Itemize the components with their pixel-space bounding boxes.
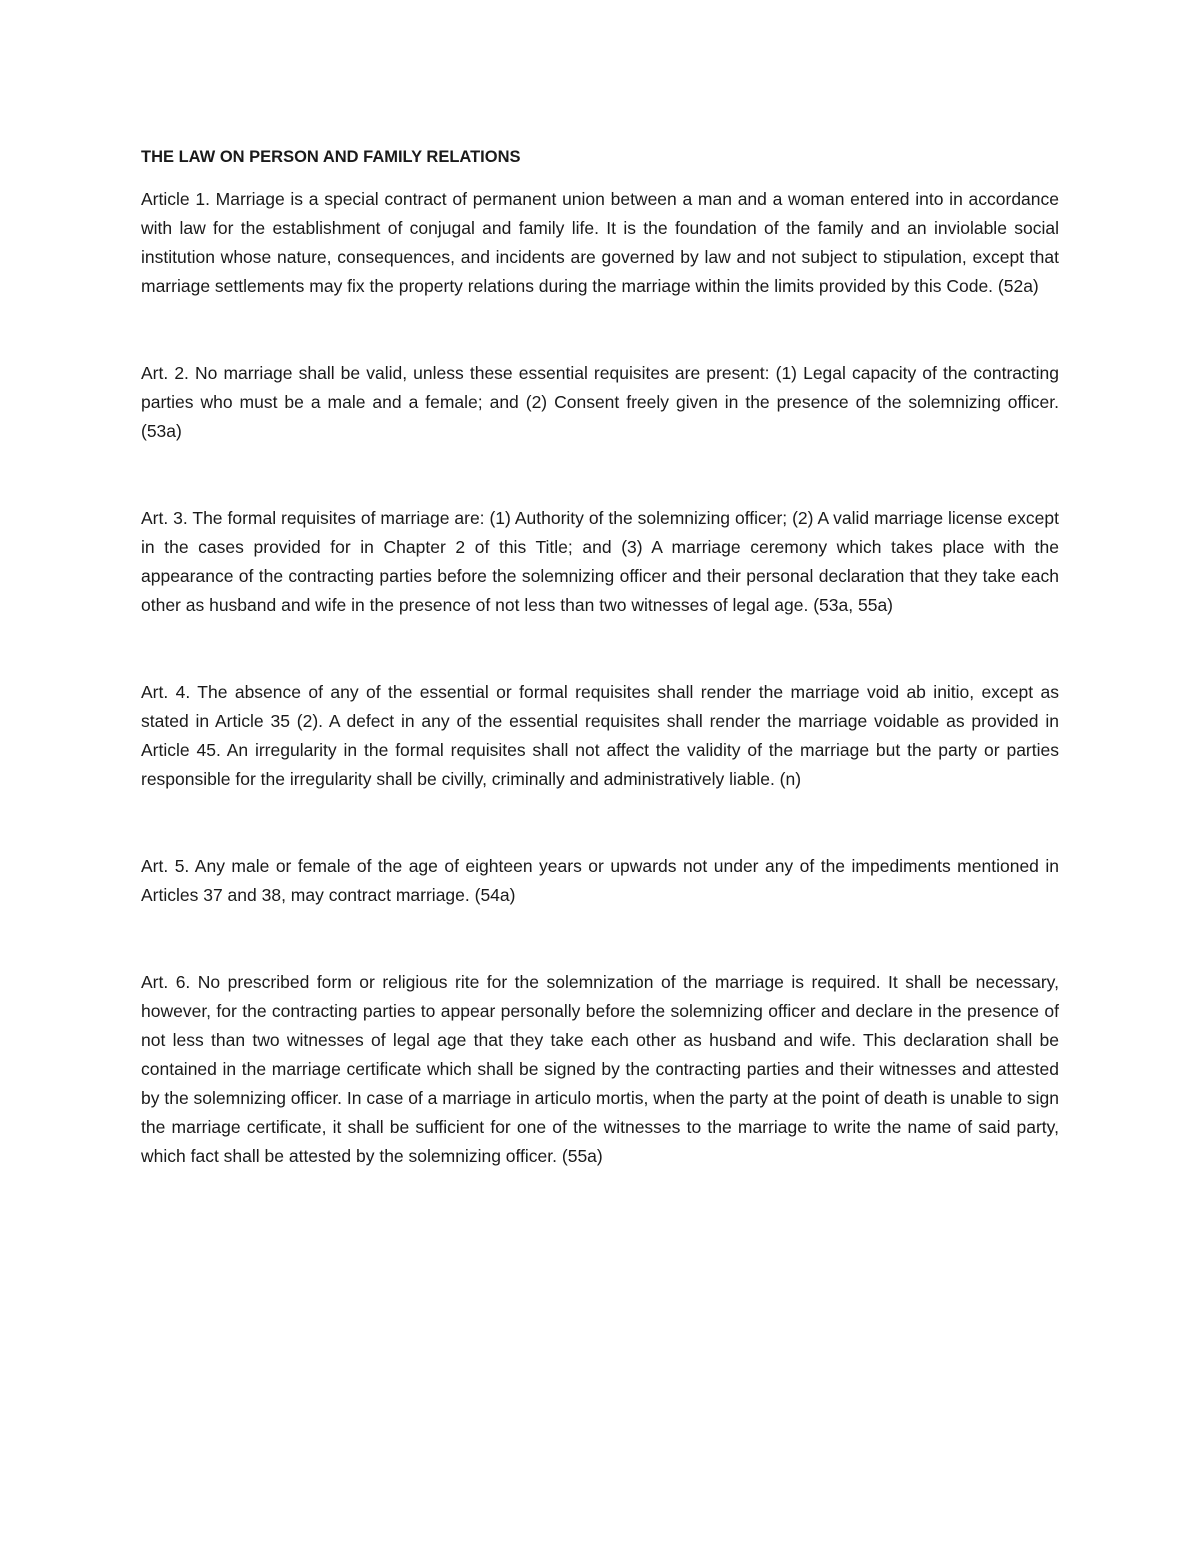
article-1: Article 1. Marriage is a special contract of permanent union between a man and a woman entered into in accordance with law for the establishment of conjugal and family life. It is the foundation of the family and an inviolable social institution whose nature, consequences, and incidents are governed by law and not subject to stipulation, except that marriage settlements may fix the property relations during the marriage within the limits provided by this Code. (52a) xyxy=(141,189,1059,296)
article-2: Art. 2. No marriage shall be valid, unless these essential requisites are present: (1) Legal capacity of the contracting parties who must be a male and a female; and (2) Consent freely given in the presence of the solemnizing officer. (53a) xyxy=(141,363,1059,441)
document-page xyxy=(141,143,1059,1171)
article-3: Art. 3. The formal requisites of marriage are: (1) Authority of the solemnizing officer; (2) A valid marriage license except in the cases provided for in Chapter 2 of this Title; and (3) A marriage ceremony which takes place with the appearance of the contracting parties before the solemnizing officer and their personal declaration that they take each other as husband and wife in the presence of not less than two witnesses of legal age. (53a, 55a) xyxy=(141,508,1059,615)
article-6: Art. 6. No prescribed form or religious rite for the solemnization of the marriage is required. It shall be necessary, however, for the contracting parties to appear personally before the solemnizing officer and declare in the presence of not less than two witnesses of legal age that they take each other as husband and wife. This declaration shall be contained in the marriage certificate which shall be signed by the contracting parties and their witnesses and attested by the solemnizing officer. In case of a marriage in articulo mortis, when the party at the point of death is unable to sign the marriage certificate, it shall be sufficient for one of the witnesses to the marriage to write the name of said party, which fact shall be attested by the solemnizing officer. (55a) xyxy=(141,972,1059,1166)
article-5: Art. 5. Any male or female of the age of eighteen years or upwards not under any of the impediments mentioned in Articles 37 and 38, may contract marriage. (54a) xyxy=(141,856,1059,905)
document-title: THE LAW ON PERSON AND FAMILY RELATIONS xyxy=(141,148,521,166)
article-4: Art. 4. The absence of any of the essential or formal requisites shall render the marriage void ab initio, except as stated in Article 35 (2). A defect in any of the essential requisites shall render the marriage voidable as provided in Article 45. An irregularity in the formal requisites shall not affect the validity of the marriage but the party or parties responsible for the irregularity shall be civilly, criminally and administratively liable. (n) xyxy=(141,682,1059,789)
